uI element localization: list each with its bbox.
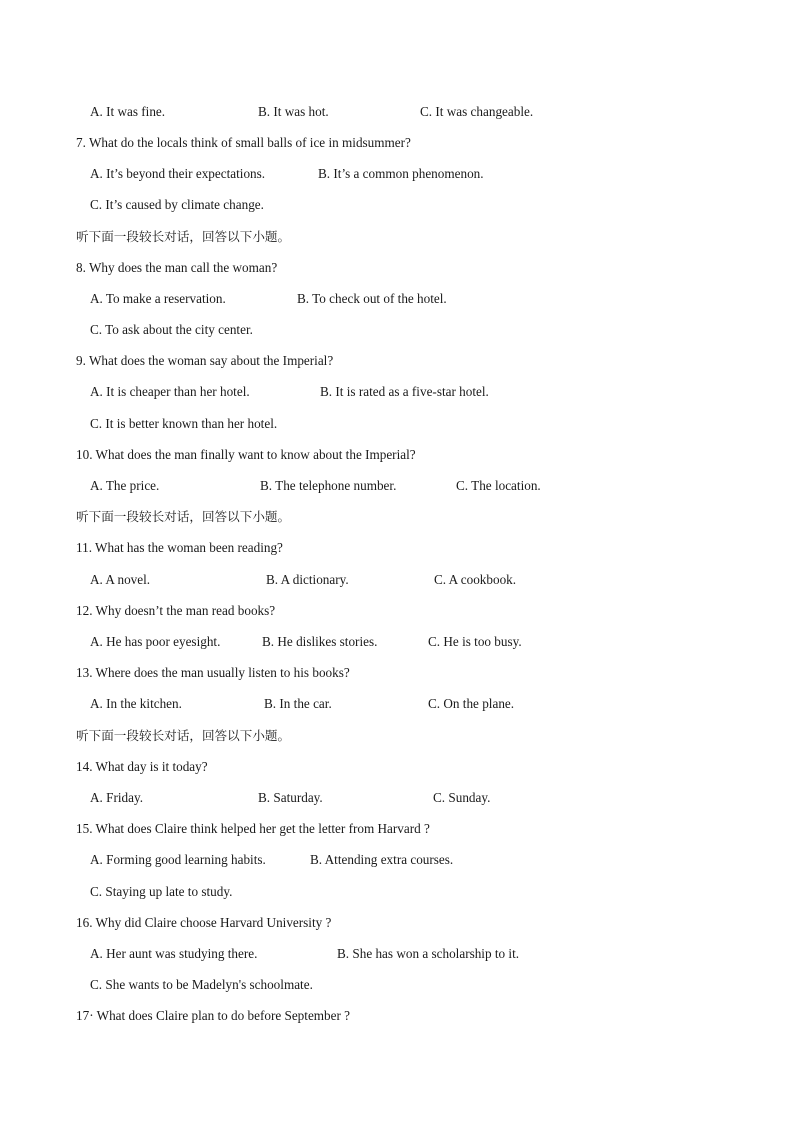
answer-option: A. It’s beyond their expectations. <box>90 166 266 181</box>
question-text: 10. What does the man finally want to know about the Imperial? <box>76 447 416 462</box>
answer-option: C. Staying up late to study. <box>90 884 233 899</box>
answer-options-row <box>0 694 794 714</box>
answer-option: B. He dislikes stories. <box>262 634 378 649</box>
answer-option: C. A cookbook. <box>434 572 517 587</box>
answer-options-row <box>0 414 794 434</box>
question-text: 15. What does Claire think helped her get the letter from Harvard ? <box>76 821 430 836</box>
answer-options-row <box>0 944 794 964</box>
answer-option: C. He is too busy. <box>428 634 522 649</box>
question-text: 8. Why does the man call the woman? <box>76 260 278 275</box>
answer-option: C. Sunday. <box>433 790 491 805</box>
question-text: 14. What day is it today? <box>76 759 208 774</box>
question-text: 12. Why doesn’t the man read books? <box>76 603 276 618</box>
answer-option: A. It was fine. <box>90 104 166 119</box>
answer-option: B. The telephone number. <box>260 478 397 493</box>
answer-option: B. Saturday. <box>258 790 323 805</box>
answer-option: A. The price. <box>90 478 160 493</box>
question-text: 7. What do the locals think of small balls of ice in midsummer? <box>76 135 411 150</box>
answer-option: A. A novel. <box>90 572 151 587</box>
answer-option: B. It’s a common phenomenon. <box>318 166 484 181</box>
answer-option: C. It is better known than her hotel. <box>90 416 278 431</box>
answer-option: C. The location. <box>456 478 541 493</box>
answer-option: C. It was changeable. <box>420 104 534 119</box>
answer-option: B. It is rated as a five-star hotel. <box>320 384 489 399</box>
answer-option: B. It was hot. <box>258 104 329 119</box>
answer-options-row <box>0 788 794 808</box>
answer-option: A. In the kitchen. <box>90 696 182 711</box>
answer-option: B. Attending extra courses. <box>310 852 454 867</box>
question-text: 9. What does the woman say about the Imperial? <box>76 353 334 368</box>
question-text: 17· What does Claire plan to do before September ? <box>76 1008 351 1023</box>
answer-option: B. To check out of the hotel. <box>297 291 447 306</box>
question-text: 11. What has the woman been reading? <box>76 540 283 555</box>
answer-options-row <box>0 632 794 652</box>
answer-options-row <box>0 382 794 402</box>
answer-option: A. To make a reservation. <box>90 291 226 306</box>
question-text: 16. Why did Claire choose Harvard University ? <box>76 915 332 930</box>
answer-option: A. Friday. <box>90 790 143 805</box>
answer-option: A. Her aunt was studying there. <box>90 946 258 961</box>
section-instruction: 听下面一段较长对话，回答以下小题。 <box>76 728 291 743</box>
answer-option: C. On the plane. <box>428 696 515 711</box>
answer-option: C. It’s caused by climate change. <box>90 197 264 212</box>
answer-option: A. He has poor eyesight. <box>90 634 221 649</box>
answer-options-row <box>0 476 794 496</box>
answer-option: B. A dictionary. <box>266 572 349 587</box>
answer-option: B. She has won a scholarship to it. <box>337 946 520 961</box>
answer-options-row <box>0 570 794 590</box>
answer-option: B. In the car. <box>264 696 332 711</box>
section-instruction: 听下面一段较长对话，回答以下小题。 <box>76 509 291 524</box>
answer-options-row <box>0 102 794 122</box>
question-text: 13. Where does the man usually listen to his books? <box>76 665 350 680</box>
answer-options-row <box>0 320 794 340</box>
answer-options-row <box>0 289 794 309</box>
answer-option: A. Forming good learning habits. <box>90 852 266 867</box>
answer-options-row <box>0 195 794 215</box>
answer-option: A. It is cheaper than her hotel. <box>90 384 250 399</box>
answer-option: C. To ask about the city center. <box>90 322 253 337</box>
answer-options-row <box>0 850 794 870</box>
answer-option: C. She wants to be Madelyn's schoolmate. <box>90 977 313 992</box>
answer-options-row <box>0 882 794 902</box>
answer-options-row <box>0 164 794 184</box>
section-instruction: 听下面一段较长对话，回答以下小题。 <box>76 229 291 244</box>
answer-options-row <box>0 975 794 995</box>
